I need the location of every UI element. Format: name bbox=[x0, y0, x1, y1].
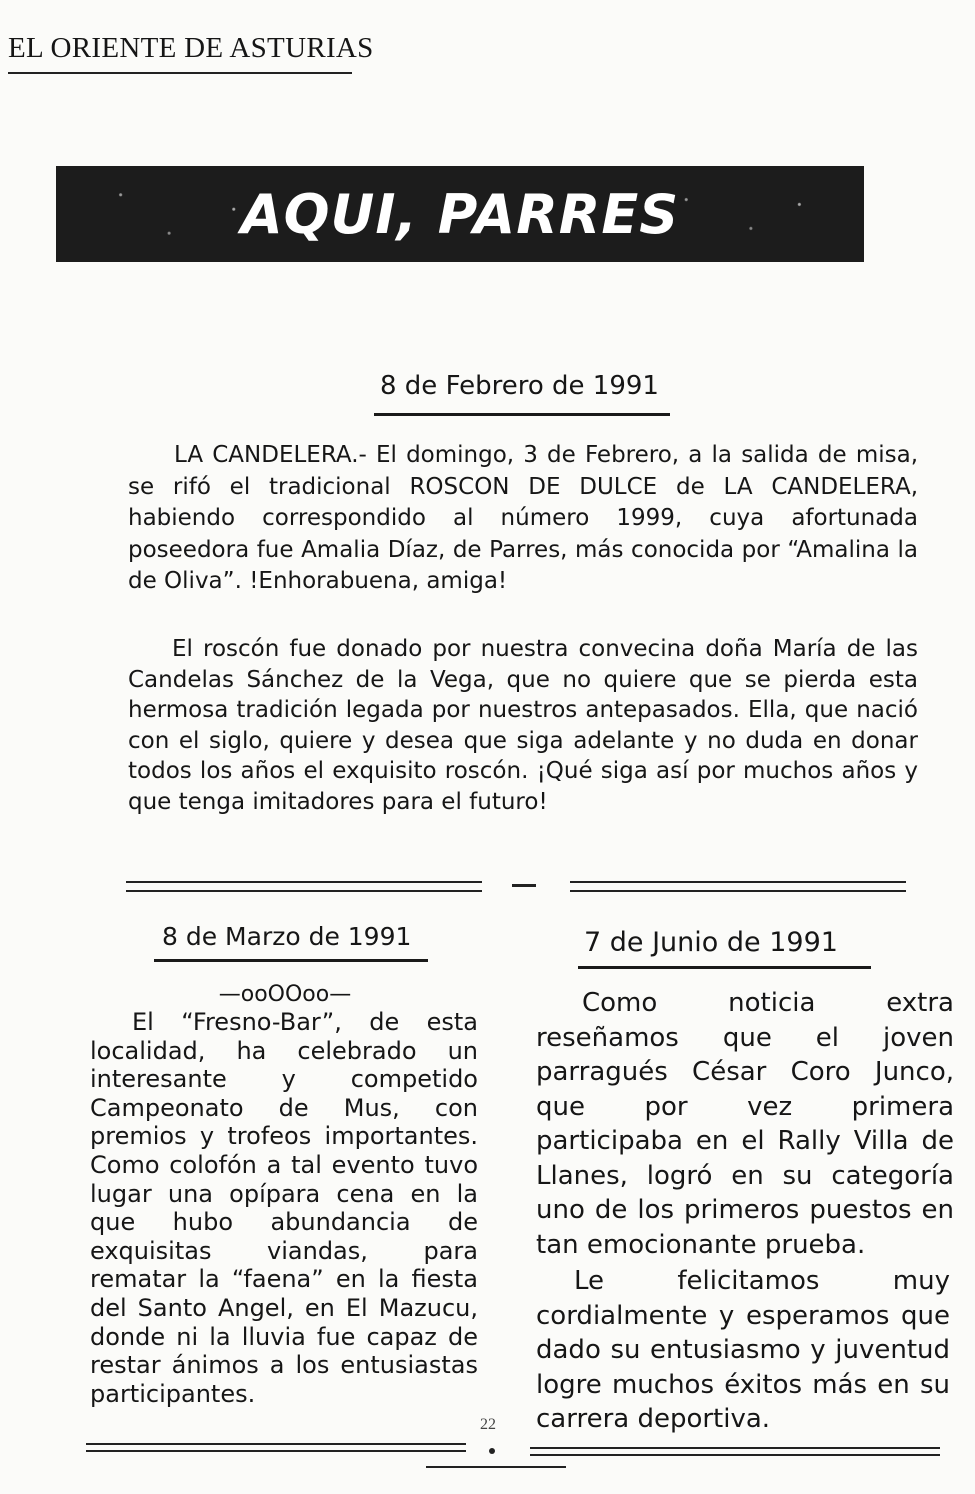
footer-dot bbox=[489, 1448, 495, 1454]
banner-title: AQUI, PARRES bbox=[240, 182, 680, 246]
footer-center-rule bbox=[426, 1466, 566, 1468]
article1-date: 8 de Febrero de 1991 bbox=[380, 371, 659, 401]
article1-paragraph1: LA CANDELERA.- El domingo, 3 de Febrero, a la salida de misa, se rifó el tradicional ROSCON DE DULCE de LA CANDELERA, habiendo correspondido al número 1999, cuya afortunada poseedora fue Amalia Díaz, de Parres, más conocida por “Amalina la de Oliva”. !Enhorabuena, amiga! bbox=[128, 442, 918, 594]
article3-date-rule bbox=[578, 966, 871, 969]
footer-rule-left bbox=[86, 1443, 466, 1452]
section-banner bbox=[56, 166, 864, 262]
article2-ornament: —ooOOoo— bbox=[218, 982, 352, 1007]
divider-center-dash bbox=[512, 884, 536, 887]
article2-paragraph1: El “Fresno-Bar”, de esta localidad, ha celebrado un interesante y competido Campeonato de Mus, con premios y trofeos importantes. Como colofón a tal evento tuvo lugar una opípara cena en la que hubo abundancia de exquisitas viandas, para rematar la “faena” en la fiesta del Santo Angel, en El Mazucu, donde ni la lluvia fue capaz de restar ánimos a los entusiastas participantes. bbox=[90, 1008, 478, 1408]
footer-rule-right bbox=[530, 1447, 940, 1456]
article2-date-rule bbox=[154, 959, 428, 962]
article1-date-rule bbox=[374, 413, 670, 416]
article3-paragraph1: Como noticia extra reseñamos que el joven parragués César Coro Junco, que por vez primera participaba en el Rally Villa de Llanes, logró en su categoría uno de los primeros puestos en tan emocionante prueba. bbox=[536, 988, 954, 1260]
article2-date: 8 de Marzo de 1991 bbox=[162, 922, 412, 951]
page-number: 22 bbox=[480, 1416, 496, 1433]
article1-paragraph2: El roscón fue donado por nuestra convecina doña María de las Candelas Sánchez de la Vega, que no quiere que se pierda esta hermosa tradición legada por nuestros antepasados. Ella, que nació con el siglo, quiere y desea que siga adelante y no duda en donar todos los años el exquisito roscón. ¡Qué siga así por muchos años y que tenga imitadores para el futuro! bbox=[128, 636, 918, 815]
article3-date: 7 de Junio de 1991 bbox=[584, 927, 838, 958]
divider-right bbox=[570, 881, 906, 892]
article3-paragraph2: Le felicitamos muy cordialmente y esperamos que dado su entusiasmo y juventud logre muchos éxitos más en su carrera deportiva. bbox=[536, 1266, 950, 1434]
divider-left bbox=[126, 881, 482, 892]
masthead: EL ORIENTE DE ASTURIAS bbox=[8, 30, 352, 74]
